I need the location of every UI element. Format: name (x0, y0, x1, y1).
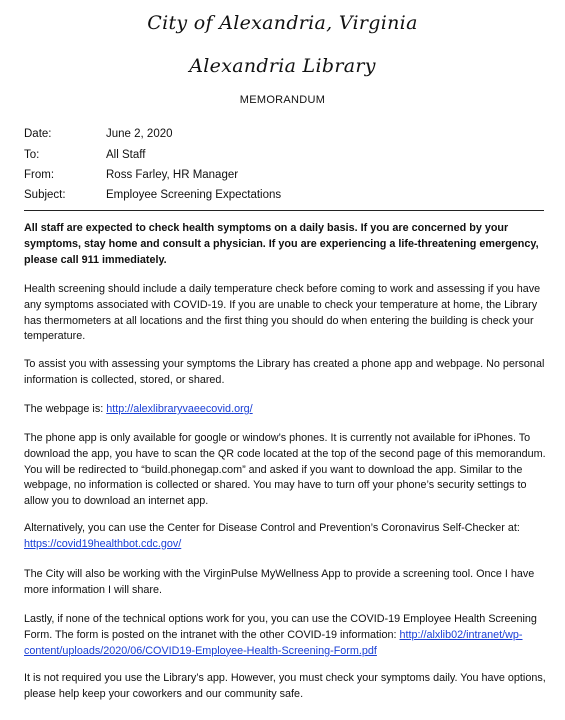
date-label: Date: (24, 128, 52, 140)
from-value: Ross Farley, HR Manager (106, 169, 239, 181)
document-type: MEMORANDUM (239, 94, 326, 106)
cdc-link[interactable]: https://covid19healthbot.cdc.gov/ (24, 537, 182, 550)
to-value: All Staff (106, 149, 146, 161)
virginpulse-paragraph: The City will also be working with the VirginPulse MyWellness App to provide a screening tool. Once I have more information I will share. (24, 568, 535, 596)
closing-paragraph: It is not required you use the Library’s app. However, you must check your symptoms daily. You have options, please help keep your coworkers and our community safe. (24, 672, 546, 700)
assist-paragraph: To assist you with assessing your symptoms the Library has created a phone app and webpage. No personal information is collected, stored, or shared. (24, 358, 545, 386)
header-divider (24, 210, 544, 211)
subject-label: Subject: (24, 189, 66, 201)
webpage-link[interactable]: http://alexlibraryvaeecovid.org/ (106, 403, 253, 415)
screening-form-text: Lastly, if none of the technical options work for you, you can use the COVID-19 Employee Health Screening Form. The form is posted on the intranet with the other COVID-19 information: (24, 613, 537, 641)
screening-paragraph: Health screening should include a daily temperature check before coming to work and assessing if you have any symptoms associated with COVID-19. If you are unable to check your temperature at home, the Library has thermometers at all locations and the first thing you should do when entering the building is check your temperature. (24, 283, 541, 343)
subject-value: Employee Screening Expectations (106, 189, 282, 201)
warning-paragraph: All staff are expected to check health symptoms on a daily basis. If you are concerned by your symptoms, stay home and consult a physician. If you are experiencing a life-threatening emergency, please call 911 immediately. (24, 222, 539, 266)
cdc-text: Alternatively, you can use the Center for Disease Control and Prevention’s Coronavirus Self-Checker at: (24, 522, 520, 534)
webpage-prefix: The webpage is: (24, 403, 107, 415)
screening-form-link[interactable]: http://alxlib02/intranet/wp-content/uploads/2020/06/COVID19-Employee-Health-Screening-Form.pdf (24, 628, 523, 657)
city-letterhead: City of Alexandria, Virginia (147, 12, 418, 34)
to-label: To: (24, 149, 40, 161)
screening-form-paragraph (24, 612, 548, 659)
from-label: From: (24, 169, 55, 181)
cdc-paragraph (24, 521, 548, 553)
library-letterhead: Alexandria Library (189, 55, 376, 77)
webpage-paragraph (24, 402, 548, 418)
date-value: June 2, 2020 (106, 128, 173, 140)
phone-app-paragraph: The phone app is only available for google or window’s phones. It is currently not available for iPhones. To download the app, you have to scan the QR code located at the top of the second page of this memorandum. You will be redirected to “build.phonegap.com” and asked if you want to download the app. Similar to the webpage, no information is collected or shared. You may have to turn off your phone’s security settings to allow you to download an internet app. (24, 432, 546, 508)
